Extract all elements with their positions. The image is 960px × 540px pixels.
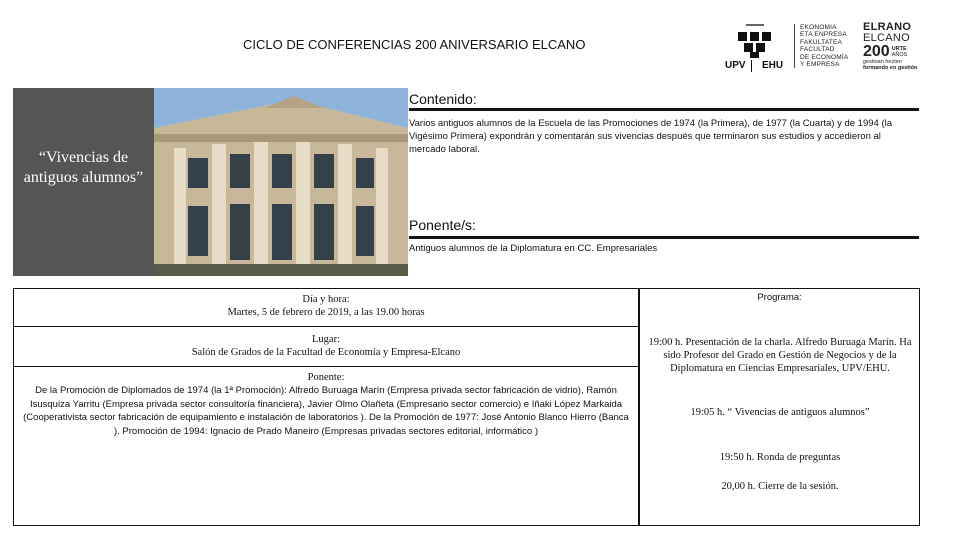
programa-item: 19:50 h. Ronda de preguntas [719, 452, 841, 463]
ponentes-text: Antiguos alumnos de la Diplomatura en CC. Empresariales [409, 243, 658, 254]
programa-item: 19:00 h. Presentación de la charla. Alfredo Buruaga Marín. Ha sido Profesor del Grado en Gestión de Negocios y de la Diplomatura en Ciencias Empresariales, UPV/EHU. [648, 337, 912, 374]
ponente-value: De la Promoción de Diplomados de 1974 (la 1ª Promoción): Alfredo Buruaga Marín (Empresa privada sector fabricación de vidrio), Ramón Isusquiza Yarritu (Empresa privada sector consultoría financiera), Javier Olmo Olañeta (Empresario sector comercio) e Iñaki López Markaida (Cooperativista sector fabricación de equipamiento e instalación de laboratorios ). De la Promoción de 1977: José Antonio Blanco Hierro (Banca ). Promoción de 1994: Ignacio de Prado Maneiro (Empresas privadas sectores editorial, informático ) [23, 385, 629, 437]
contenido-text: Varios antiguos alumnos de la Escuela de las Promociones de 1974 (la Primera), de 1977 (la Cuarta) y de 1994 (la Vigésimo Primera) expondrán y comentarán sus vivencias después que terminaron sus estudios y accedieron al mercado laboral. [409, 118, 893, 155]
upv-label: UPV [725, 60, 746, 71]
elcano-200-logo [863, 22, 927, 72]
logo-separator [751, 60, 752, 72]
programa-item: 19:05 h. “ Vivencias de antiguos alumnos” [690, 407, 870, 418]
logo-divider [794, 24, 795, 68]
page-title: CICLO DE CONFERENCIAS 200 ANIVERSARIO ELCANO [243, 37, 586, 52]
ponentes-heading: Ponente/s: [409, 217, 476, 233]
lugar-value: Salón de Grados de la Facultad de Economía y Empresa-Elcano [191, 347, 461, 358]
contenido-rule [409, 108, 919, 111]
faculty-line: Y EMPRESA [800, 61, 840, 69]
elcano-logo-small: formando en gestión [863, 65, 918, 71]
elcano-logo-line: ELRANO [863, 21, 912, 33]
elcano-logo-small: URTE [891, 46, 907, 52]
building-image [154, 88, 408, 276]
dia-hora-value: Martes, 5 de febrero de 2019, a las 19.00 horas [227, 307, 425, 318]
faculty-line: FACULTAD [800, 46, 835, 54]
faculty-line: DE ECONOMÍA [800, 53, 849, 61]
programa-item: 20,00 h. Cierre de la sesión. [721, 481, 839, 492]
ehu-label: EHU [762, 60, 784, 71]
ponentes-rule [409, 236, 919, 239]
lugar-label: Lugar: [312, 334, 340, 345]
table-divider [13, 366, 639, 367]
elcano-logo-number: 200 [863, 43, 890, 60]
ponente-label: Ponente: [307, 372, 345, 383]
programa-label: Programa: [757, 292, 802, 303]
table-divider [13, 326, 639, 327]
building-photo [154, 88, 408, 276]
elcano-logo-small: gestioan hezten [863, 59, 902, 65]
faculty-line: EKONOMIA [800, 24, 837, 31]
contenido-heading: Contenido: [409, 91, 477, 107]
dia-hora-label: Día y hora: [302, 294, 350, 305]
faculty-line: FAKULTATEA [800, 38, 843, 46]
quote-text: “Vivencias de antiguos alumnos” [23, 149, 144, 186]
elcano-logo-line: ELCANO [863, 32, 911, 44]
faculty-line: ETA ENPRESA [800, 31, 847, 39]
faculty-logo-text [800, 24, 848, 68]
elcano-logo-small: AÑOS [891, 52, 908, 58]
